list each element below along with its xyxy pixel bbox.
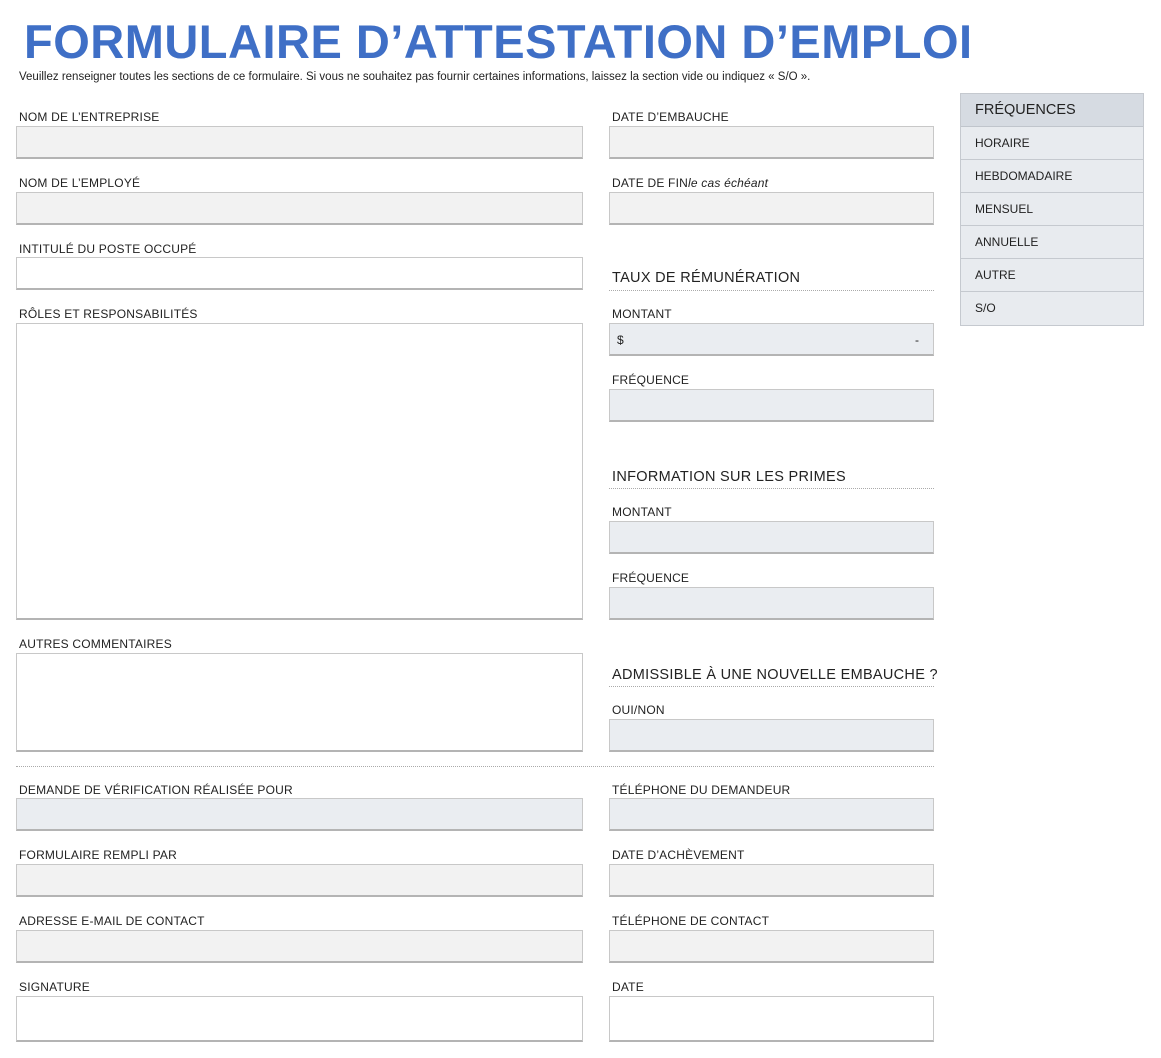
bonus-amount-label: MONTANT xyxy=(612,505,672,519)
pay-amount-value: - xyxy=(915,333,919,347)
frequency-option-weekly[interactable]: HEBDOMADAIRE xyxy=(961,160,1143,193)
requester-phone-field[interactable] xyxy=(609,798,934,831)
requested-for-field[interactable] xyxy=(16,798,583,831)
end-date-label: DATE DE FINle cas échéant xyxy=(612,176,769,190)
signature-label: SIGNATURE xyxy=(19,980,90,994)
company-name-field[interactable] xyxy=(16,126,583,159)
roles-label: RÔLES ET RESPONSABILITÉS xyxy=(19,307,198,321)
hire-date-field[interactable] xyxy=(609,126,934,159)
rehire-yesno-label: OUI/NON xyxy=(612,703,665,717)
end-date-field[interactable] xyxy=(609,192,934,225)
hire-date-label: DATE D’EMBAUCHE xyxy=(612,110,729,124)
bonus-amount-field[interactable] xyxy=(609,521,934,554)
comments-label: AUTRES COMMENTAIRES xyxy=(19,637,172,651)
roles-textarea[interactable] xyxy=(16,323,583,620)
job-title-label: INTITULÉ DU POSTE OCCUPÉ xyxy=(19,242,197,256)
filled-by-field[interactable] xyxy=(16,864,583,897)
pay-currency-symbol: $ xyxy=(617,333,624,347)
bonus-frequency-field[interactable] xyxy=(609,587,934,620)
section-divider xyxy=(16,766,934,767)
frequency-option-monthly[interactable]: MENSUEL xyxy=(961,193,1143,226)
comments-textarea[interactable] xyxy=(16,653,583,752)
instructions-text: Veuillez renseigner toutes les sections de ce formulaire. Si vous ne souhaitez pas fournir certaines informations, laissez la section vide ou indiquez « S/O ». xyxy=(19,71,811,83)
frequencies-heading: FRÉQUENCES xyxy=(961,94,1143,127)
employee-name-label: NOM DE L’EMPLOYÉ xyxy=(19,176,141,190)
filled-by-label: FORMULAIRE REMPLI PAR xyxy=(19,848,178,862)
pay-amount-label: MONTANT xyxy=(612,307,672,321)
end-date-note: le cas échéant xyxy=(687,176,769,190)
pay-rate-section-title: TAUX DE RÉMUNÉRATION xyxy=(612,270,801,286)
completion-date-label: DATE D’ACHÈVEMENT xyxy=(612,848,745,862)
requester-phone-label: TÉLÉPHONE DU DEMANDEUR xyxy=(612,783,791,797)
page-title: FORMULAIRE D’ATTESTATION D’EMPLOI xyxy=(24,15,973,68)
rehire-divider xyxy=(609,686,934,687)
employee-name-field[interactable] xyxy=(16,192,583,225)
company-name-label: NOM DE L’ENTREPRISE xyxy=(19,110,160,124)
frequency-option-hourly[interactable]: HORAIRE xyxy=(961,127,1143,160)
frequencies-panel xyxy=(960,93,1144,326)
job-title-field[interactable] xyxy=(16,257,583,290)
contact-email-label: ADRESSE E-MAIL DE CONTACT xyxy=(19,914,205,928)
signature-field[interactable] xyxy=(16,996,583,1042)
frequency-option-other[interactable]: AUTRE xyxy=(961,259,1143,292)
completion-date-field[interactable] xyxy=(609,864,934,897)
rehire-section-title: ADMISSIBLE À UNE NOUVELLE EMBAUCHE ? xyxy=(612,667,938,683)
rehire-yesno-field[interactable] xyxy=(609,719,934,752)
date-label: DATE xyxy=(612,980,644,994)
pay-frequency-label: FRÉQUENCE xyxy=(612,373,690,387)
bonus-divider xyxy=(609,488,934,489)
pay-frequency-field[interactable] xyxy=(609,389,934,422)
requested-for-label: DEMANDE DE VÉRIFICATION RÉALISÉE POUR xyxy=(19,783,293,797)
contact-phone-label: TÉLÉPHONE DE CONTACT xyxy=(612,914,770,928)
frequency-option-na[interactable]: S/O xyxy=(975,301,996,315)
pay-amount-field[interactable] xyxy=(609,323,934,356)
contact-email-field[interactable] xyxy=(16,930,583,963)
contact-phone-field[interactable] xyxy=(609,930,934,963)
bonus-frequency-label: FRÉQUENCE xyxy=(612,571,690,585)
frequency-option-annual[interactable]: ANNUELLE xyxy=(961,226,1143,259)
pay-rate-divider xyxy=(609,290,934,291)
date-field[interactable] xyxy=(609,996,934,1042)
bonus-section-title: INFORMATION SUR LES PRIMES xyxy=(612,469,846,485)
